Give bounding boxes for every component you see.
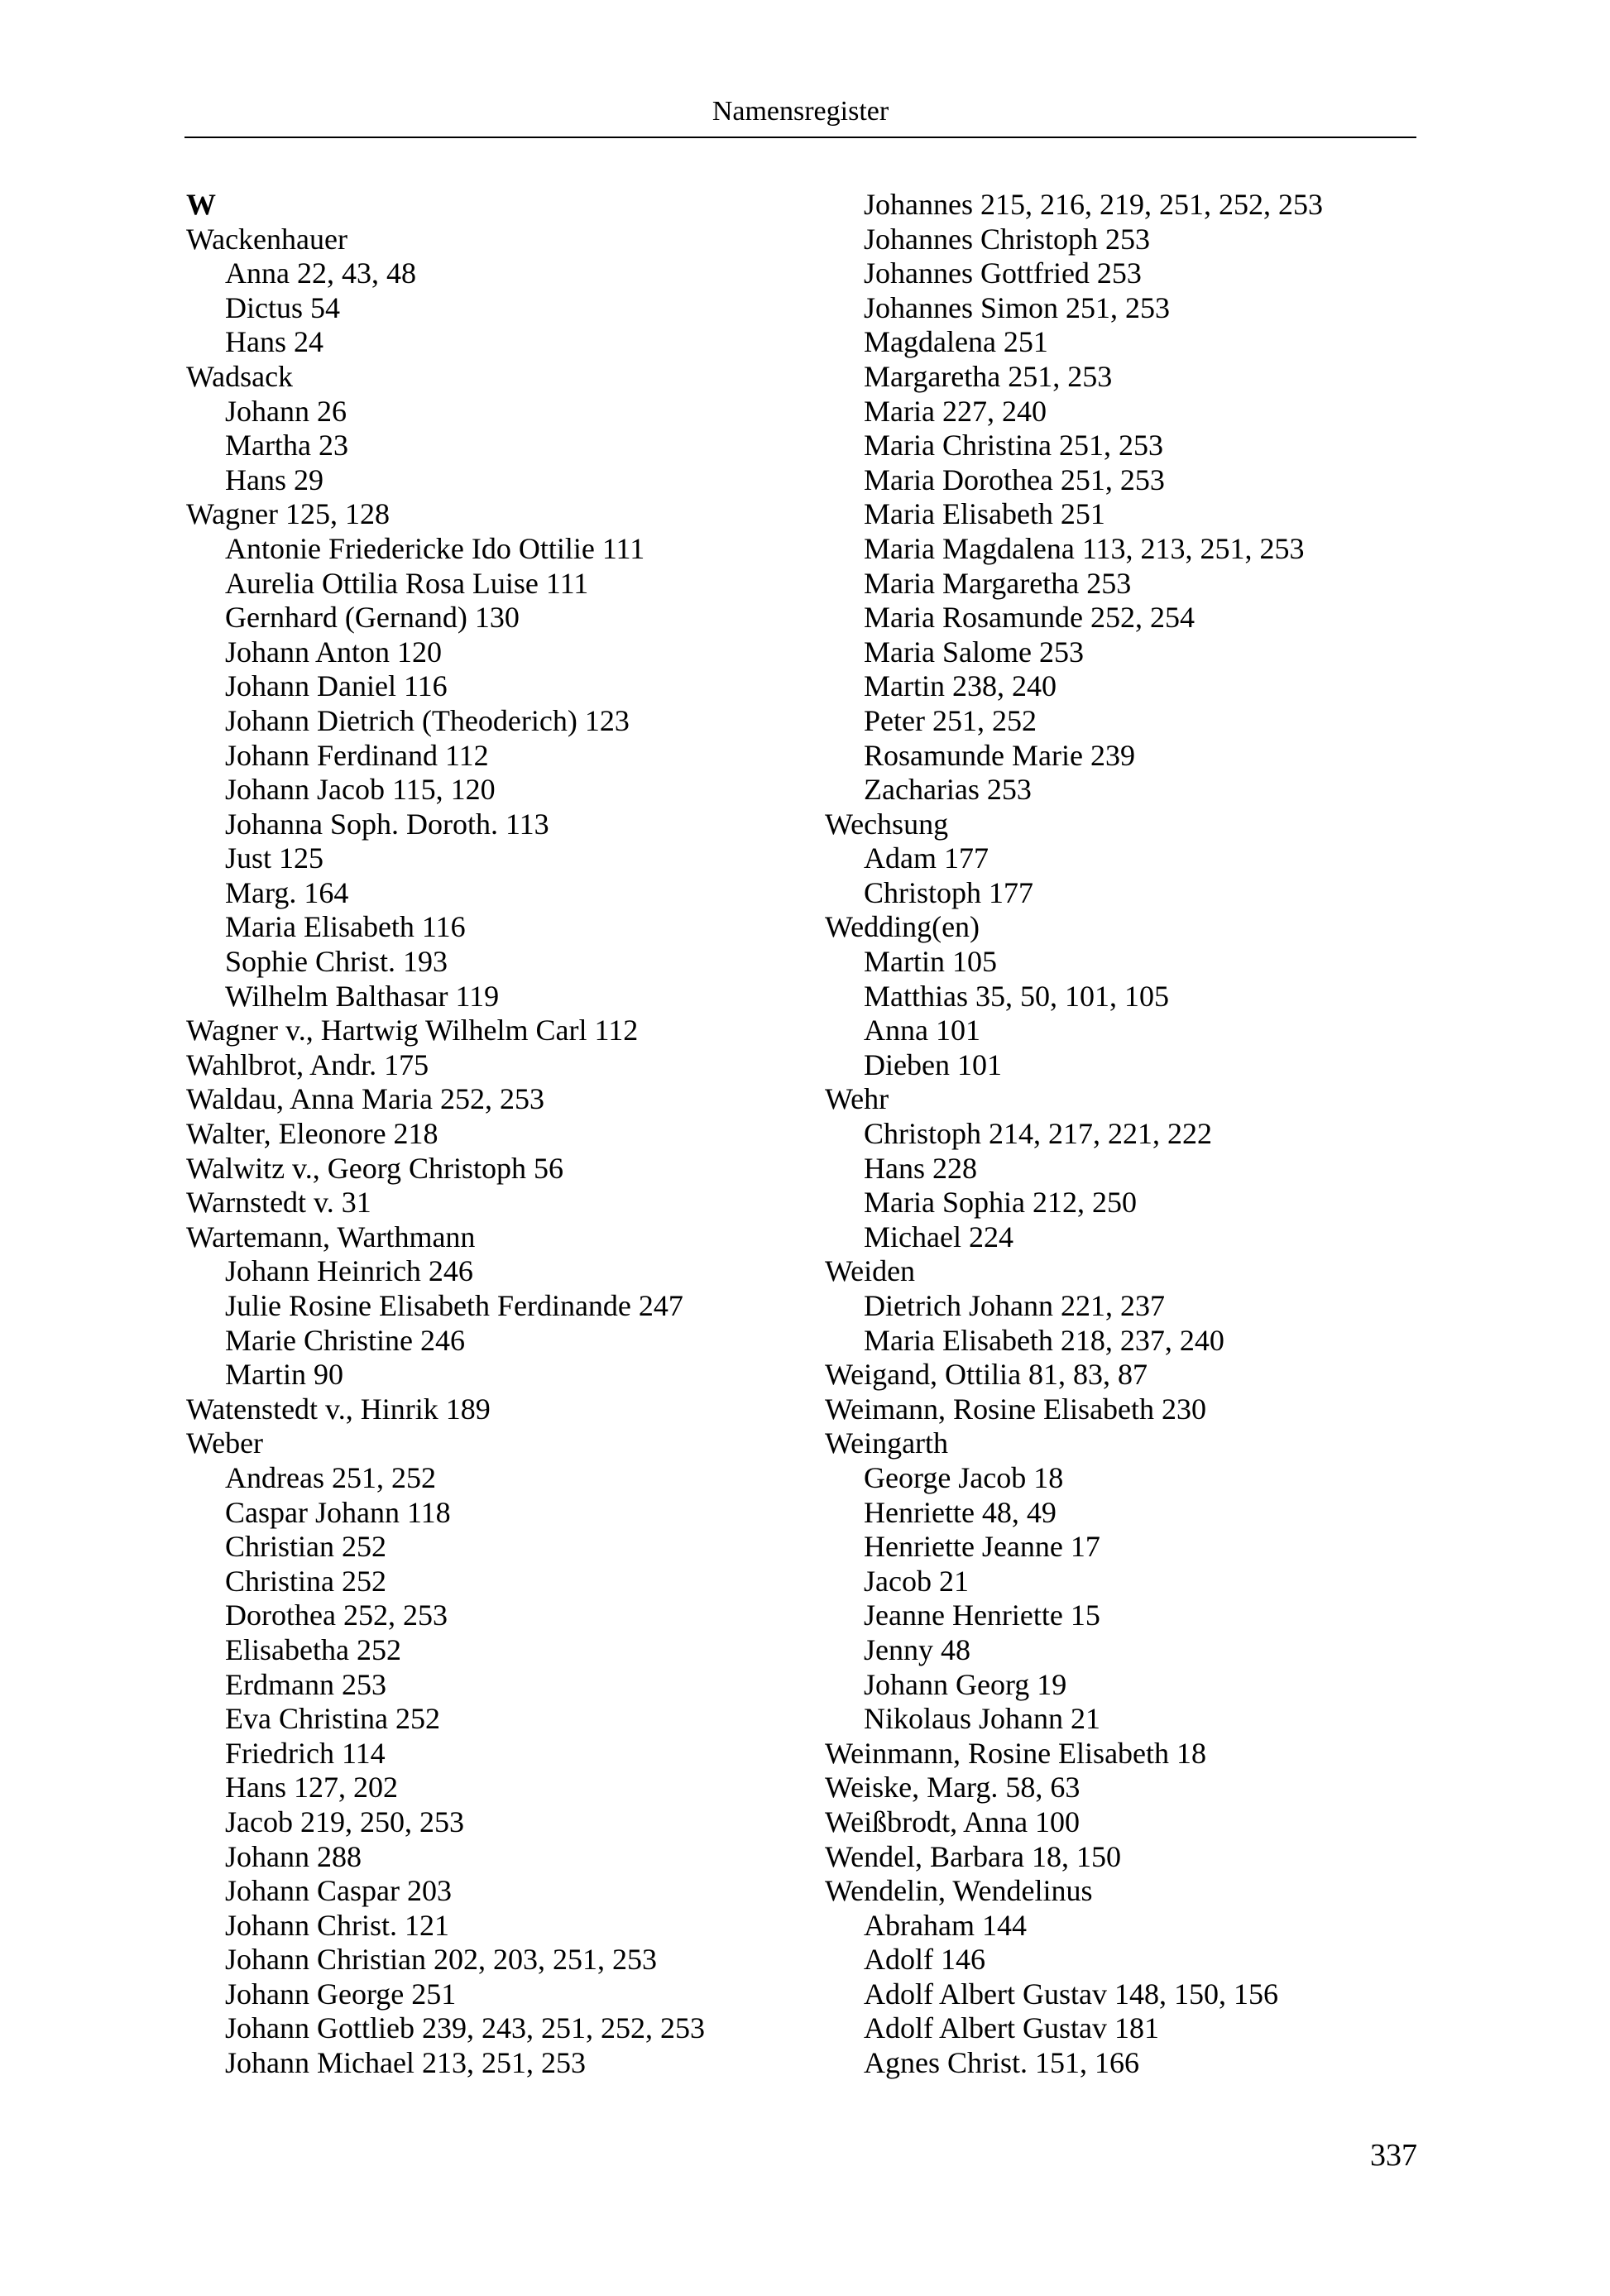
- index-column-left: [186, 188, 705, 2081]
- index-entry-given-name: Johann Caspar 203: [225, 1874, 452, 1908]
- index-entry-given-name: Dorothea 252, 253: [225, 1599, 448, 1632]
- index-entry-given-name: Martin 90: [225, 1358, 343, 1392]
- index-entry-given-name: Adolf Albert Gustav 148, 150, 156: [864, 1977, 1278, 2011]
- index-entry-given-name: Johannes Christoph 253: [864, 222, 1150, 256]
- index-entry-given-name: Elisabetha 252: [225, 1632, 401, 1666]
- index-entry-surname: Walter, Eleonore 218: [186, 1117, 438, 1151]
- index-entry-surname: Weißbrodt, Anna 100: [825, 1805, 1081, 1838]
- index-entry-given-name: Maria Magdalena 113, 213, 251, 253: [864, 531, 1305, 565]
- index-entry-given-name: Hans 29: [225, 463, 323, 496]
- index-entry-given-name: Agnes Christ. 151, 166: [864, 2046, 1139, 2080]
- index-entry-given-name: Dictus 54: [225, 290, 340, 324]
- index-entry-surname: Wedding(en): [825, 910, 980, 944]
- index-entry-given-name: Johannes 215, 216, 219, 251, 252, 253: [864, 188, 1323, 221]
- index-entry-given-name: Martin 105: [864, 945, 997, 979]
- index-entry-given-name: Andreas 251, 252: [225, 1460, 436, 1494]
- index-entry-given-name: Hans 228: [864, 1151, 977, 1185]
- index-entry-given-name: Antonie Friedericke Ido Ottilie 111: [225, 531, 645, 565]
- index-entry-given-name: Christoph 214, 217, 221, 222: [864, 1117, 1213, 1151]
- index-entry-surname: Weiden: [825, 1254, 916, 1288]
- index-entry-given-name: Eva Christina 252: [225, 1702, 440, 1736]
- index-entry-given-name: Friedrich 114: [225, 1736, 386, 1770]
- index-entry-given-name: Maria Elisabeth 218, 237, 240: [864, 1323, 1224, 1357]
- index-entry-given-name: Henriette Jeanne 17: [864, 1530, 1100, 1564]
- index-entry-given-name: Jenny 48: [864, 1632, 970, 1666]
- index-entry-surname: Wagner 125, 128: [186, 497, 391, 531]
- index-entry-surname: Wackenhauer: [186, 222, 347, 256]
- index-entry-given-name: Gernhard (Gernand) 130: [225, 601, 520, 635]
- index-entry-given-name: Abraham 144: [864, 1908, 1027, 1942]
- index-entry-given-name: Johann 26: [225, 394, 347, 428]
- index-entry-surname: Weinmann, Rosine Elisabeth 18: [825, 1736, 1207, 1770]
- index-entry-given-name: Magdalena 251: [864, 325, 1048, 359]
- index-entry-given-name: Jacob 21: [864, 1564, 969, 1598]
- index-entry-given-name: Johann Dietrich (Theoderich) 123: [225, 703, 630, 737]
- index-entry-given-name: Jacob 219, 250, 253: [225, 1805, 464, 1838]
- index-entry-given-name: Christoph 177: [864, 875, 1034, 909]
- index-entry-surname: Weimann, Rosine Elisabeth 230: [825, 1392, 1207, 1426]
- index-entry-surname: Walwitz v., Georg Christoph 56: [186, 1151, 564, 1185]
- index-entry-given-name: Johann Ferdinand 112: [225, 738, 489, 772]
- index-entry-surname: Wartemann, Warthmann: [186, 1220, 476, 1253]
- index-entry-given-name: Christian 252: [225, 1530, 386, 1564]
- index-entry-given-name: Jeanne Henriette 15: [864, 1599, 1100, 1632]
- index-entry-given-name: Johann Anton 120: [225, 635, 443, 669]
- page-number: 337: [1370, 2138, 1417, 2173]
- index-entry-given-name: Maria Elisabeth 116: [225, 910, 466, 944]
- index-entry-surname: Wadsack: [186, 359, 294, 393]
- index-entry-given-name: Martin 238, 240: [864, 669, 1057, 703]
- index-entry-given-name: Hans 127, 202: [225, 1771, 398, 1805]
- index-entry-given-name: Peter 251, 252: [864, 703, 1037, 737]
- index-entry-given-name: Maria Rosamunde 252, 254: [864, 601, 1195, 635]
- index-entry-given-name: Wilhelm Balthasar 119: [225, 979, 500, 1013]
- index-entry-given-name: Johannes Simon 251, 253: [864, 290, 1171, 324]
- index-entry-given-name: Maria 227, 240: [864, 394, 1047, 428]
- index-entry-given-name: Johann Michael 213, 251, 253: [225, 2046, 586, 2080]
- index-entry-given-name: Johann Daniel 116: [225, 669, 448, 703]
- index-entry-surname: Weiske, Marg. 58, 63: [825, 1771, 1081, 1805]
- index-entry-surname: Wahlbrot, Andr. 175: [186, 1047, 429, 1081]
- index-entry-surname: Weigand, Ottilia 81, 83, 87: [825, 1358, 1148, 1392]
- index-entry-given-name: Aurelia Ottilia Rosa Luise 111: [225, 566, 589, 600]
- index-entry-surname: Wehr: [825, 1082, 889, 1116]
- index-entry-surname: Wagner v., Hartwig Wilhelm Carl 112: [186, 1014, 639, 1047]
- index-entry-given-name: Sophie Christ. 193: [225, 945, 448, 979]
- index-entry-given-name: Anna 101: [864, 1014, 980, 1047]
- index-entry-given-name: Johann 288: [225, 1839, 362, 1873]
- index-entry-given-name: Marg. 164: [225, 875, 349, 909]
- index-entry-given-name: Johann Christian 202, 203, 251, 253: [225, 1943, 657, 1977]
- index-entry-given-name: Caspar Johann 118: [225, 1495, 451, 1529]
- index-entry-given-name: Johann Christ. 121: [225, 1908, 450, 1942]
- index-entry-given-name: Zacharias 253: [864, 773, 1032, 807]
- index-entry-given-name: Julie Rosine Elisabeth Ferdinande 247: [225, 1289, 683, 1322]
- index-entry-given-name: Johann Gottlieb 239, 243, 251, 252, 253: [225, 2011, 705, 2045]
- index-entry-given-name: Johanna Soph. Doroth. 113: [225, 807, 549, 841]
- index-letter-heading: W: [186, 188, 216, 221]
- index-entry-given-name: Maria Christina 251, 253: [864, 429, 1163, 463]
- index-column-right: [825, 188, 1323, 2081]
- index-entry-given-name: Adolf 146: [864, 1943, 985, 1977]
- index-entry-given-name: Maria Sophia 212, 250: [864, 1186, 1137, 1220]
- index-entry-given-name: Maria Elisabeth 251: [864, 497, 1105, 531]
- index-entry-given-name: Maria Salome 253: [864, 635, 1084, 669]
- index-entry-given-name: Martha 23: [225, 429, 348, 463]
- index-entry-surname: Wendelin, Wendelinus: [825, 1874, 1093, 1908]
- index-entry-surname: Weingarth: [825, 1426, 949, 1460]
- index-entry-given-name: Maria Margaretha 253: [864, 566, 1132, 600]
- index-entry-given-name: Johannes Gottfried 253: [864, 256, 1142, 290]
- header-rule: [184, 137, 1416, 138]
- index-entry-given-name: Maria Dorothea 251, 253: [864, 463, 1165, 496]
- index-entry-given-name: Johann Georg 19: [864, 1667, 1067, 1701]
- index-entry-given-name: Dieben 101: [864, 1047, 1002, 1081]
- index-entry-surname: Warnstedt v. 31: [186, 1186, 371, 1220]
- index-entry-given-name: Henriette 48, 49: [864, 1495, 1057, 1529]
- index-entry-given-name: Margaretha 251, 253: [864, 359, 1113, 393]
- index-entry-given-name: Rosamunde Marie 239: [864, 738, 1135, 772]
- index-entry-given-name: Just 125: [225, 841, 324, 875]
- index-entry-surname: Waldau, Anna Maria 252, 253: [186, 1082, 545, 1116]
- index-entry-given-name: Anna 22, 43, 48: [225, 256, 416, 290]
- index-entry-given-name: Johann George 251: [225, 1977, 457, 2011]
- index-entry-surname: Wechsung: [825, 807, 949, 841]
- index-entry-given-name: Johann Jacob 115, 120: [225, 773, 496, 807]
- index-entry-given-name: George Jacob 18: [864, 1460, 1064, 1494]
- index-entry-surname: Wendel, Barbara 18, 150: [825, 1839, 1121, 1873]
- index-entry-given-name: Marie Christine 246: [225, 1323, 465, 1357]
- index-entry-given-name: Hans 24: [225, 325, 323, 359]
- index-entry-surname: Watenstedt v., Hinrik 189: [186, 1392, 491, 1426]
- index-entry-given-name: Johann Heinrich 246: [225, 1254, 473, 1288]
- index-entry-given-name: Erdmann 253: [225, 1667, 386, 1701]
- index-entry-given-name: Nikolaus Johann 21: [864, 1702, 1100, 1736]
- index-entry-given-name: Dietrich Johann 221, 237: [864, 1289, 1165, 1322]
- index-entry-given-name: Michael 224: [864, 1220, 1013, 1253]
- index-entry-given-name: Adam 177: [864, 841, 989, 875]
- index-entry-surname: Weber: [186, 1426, 264, 1460]
- running-head-title: Namensregister: [712, 96, 889, 127]
- index-entry-given-name: Christina 252: [225, 1564, 386, 1598]
- index-entry-given-name: Adolf Albert Gustav 181: [864, 2011, 1159, 2045]
- index-entry-given-name: Matthias 35, 50, 101, 105: [864, 979, 1169, 1013]
